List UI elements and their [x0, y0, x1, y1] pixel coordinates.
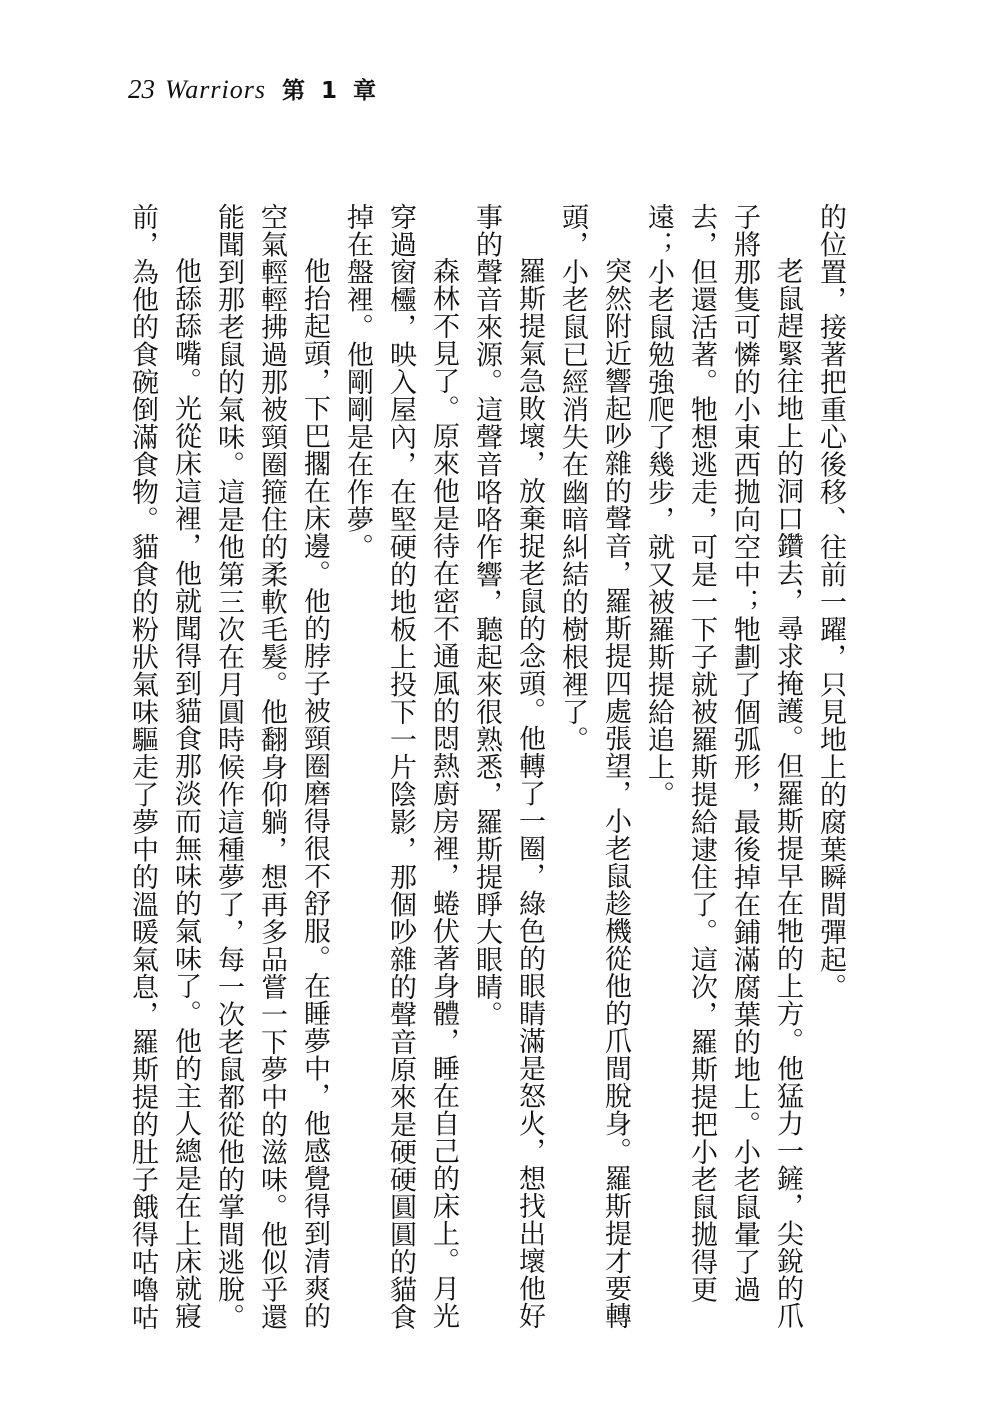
paragraph: 森林不見了。原來他是待在密不通風的悶熱廚房裡，蜷伏著身體，睡在自己的床上。月光穿過窗欞，映入屋內，在堅硬的地板上投下一片陰影，那個吵雜的聲音原來是硬硬圓圓的貓食掉在盤裡。他剛剛是在作夢。 [342, 203, 459, 1331]
running-header [128, 72, 380, 112]
paragraph: 他抬起頭，下巴擱在床邊。他的脖子被頸圈磨得很不舒服。在睡夢中，他感覺得到清爽的空氣輕輕拂過那被頸圈箍住的柔軟毛髮。他翻身仰躺，想再多品嘗一下夢中的滋味。他似乎還能聞到那老鼠的氣味。這是他第三次在月圓時候作這種夢了，每一次老鼠都從他的掌間逃脫。 [213, 203, 330, 1331]
paragraph: 羅斯提氣急敗壞，放棄捉老鼠的念頭。他轉了一圈，綠色的眼睛滿是怒火，想找出壞他好事的聲音來源。這聲音咯咯作響，聽起來很熟悉，羅斯提睜大眼睛。 [471, 203, 545, 1330]
paragraph: 他舔舔嘴。光從床這裡，他就聞得到貓食那淡而無味的氣味了。他的主人總是在上床就寢前，為他的食碗倒滿食物。貓食的粉狀氣味驅走了夢中的溫暖氣息，羅斯提的肚子餓得咕嚕咕 [127, 203, 201, 1331]
chapter-label: 第 1 章 [281, 78, 380, 104]
page-number: 23 [128, 74, 155, 104]
paragraph: 老鼠趕緊往地上的洞口鑽去，尋求掩護。但羅斯提早在牠的上方。他猛力一鏟，尖銳的爪子將那隻可憐的小東西拋向空中；牠劃了個弧形，最後掉在鋪滿腐葉的地上。小老鼠暈了過去，但還活著。牠想逃走，可是一下子就被羅斯提給逮住了。這次，羅斯提把小老鼠拋得更遠；小老鼠勉強爬了幾步，就又被羅斯提給追上。 [643, 203, 803, 1330]
series-logo: Warriors [165, 75, 266, 104]
vertical-body-text [117, 203, 852, 1353]
paragraph: 突然附近響起吵雜的聲音，羅斯提四處張望，小老鼠趁機從他的爪間脫身。羅斯提才要轉頭，小老鼠已經消失在幽暗糾結的樹根裡了。 [557, 203, 631, 1330]
paragraph-continuation: 的位置，接著把重心後移、往前一躍，只見地上的腐葉瞬間彈起。 [815, 203, 846, 1001]
